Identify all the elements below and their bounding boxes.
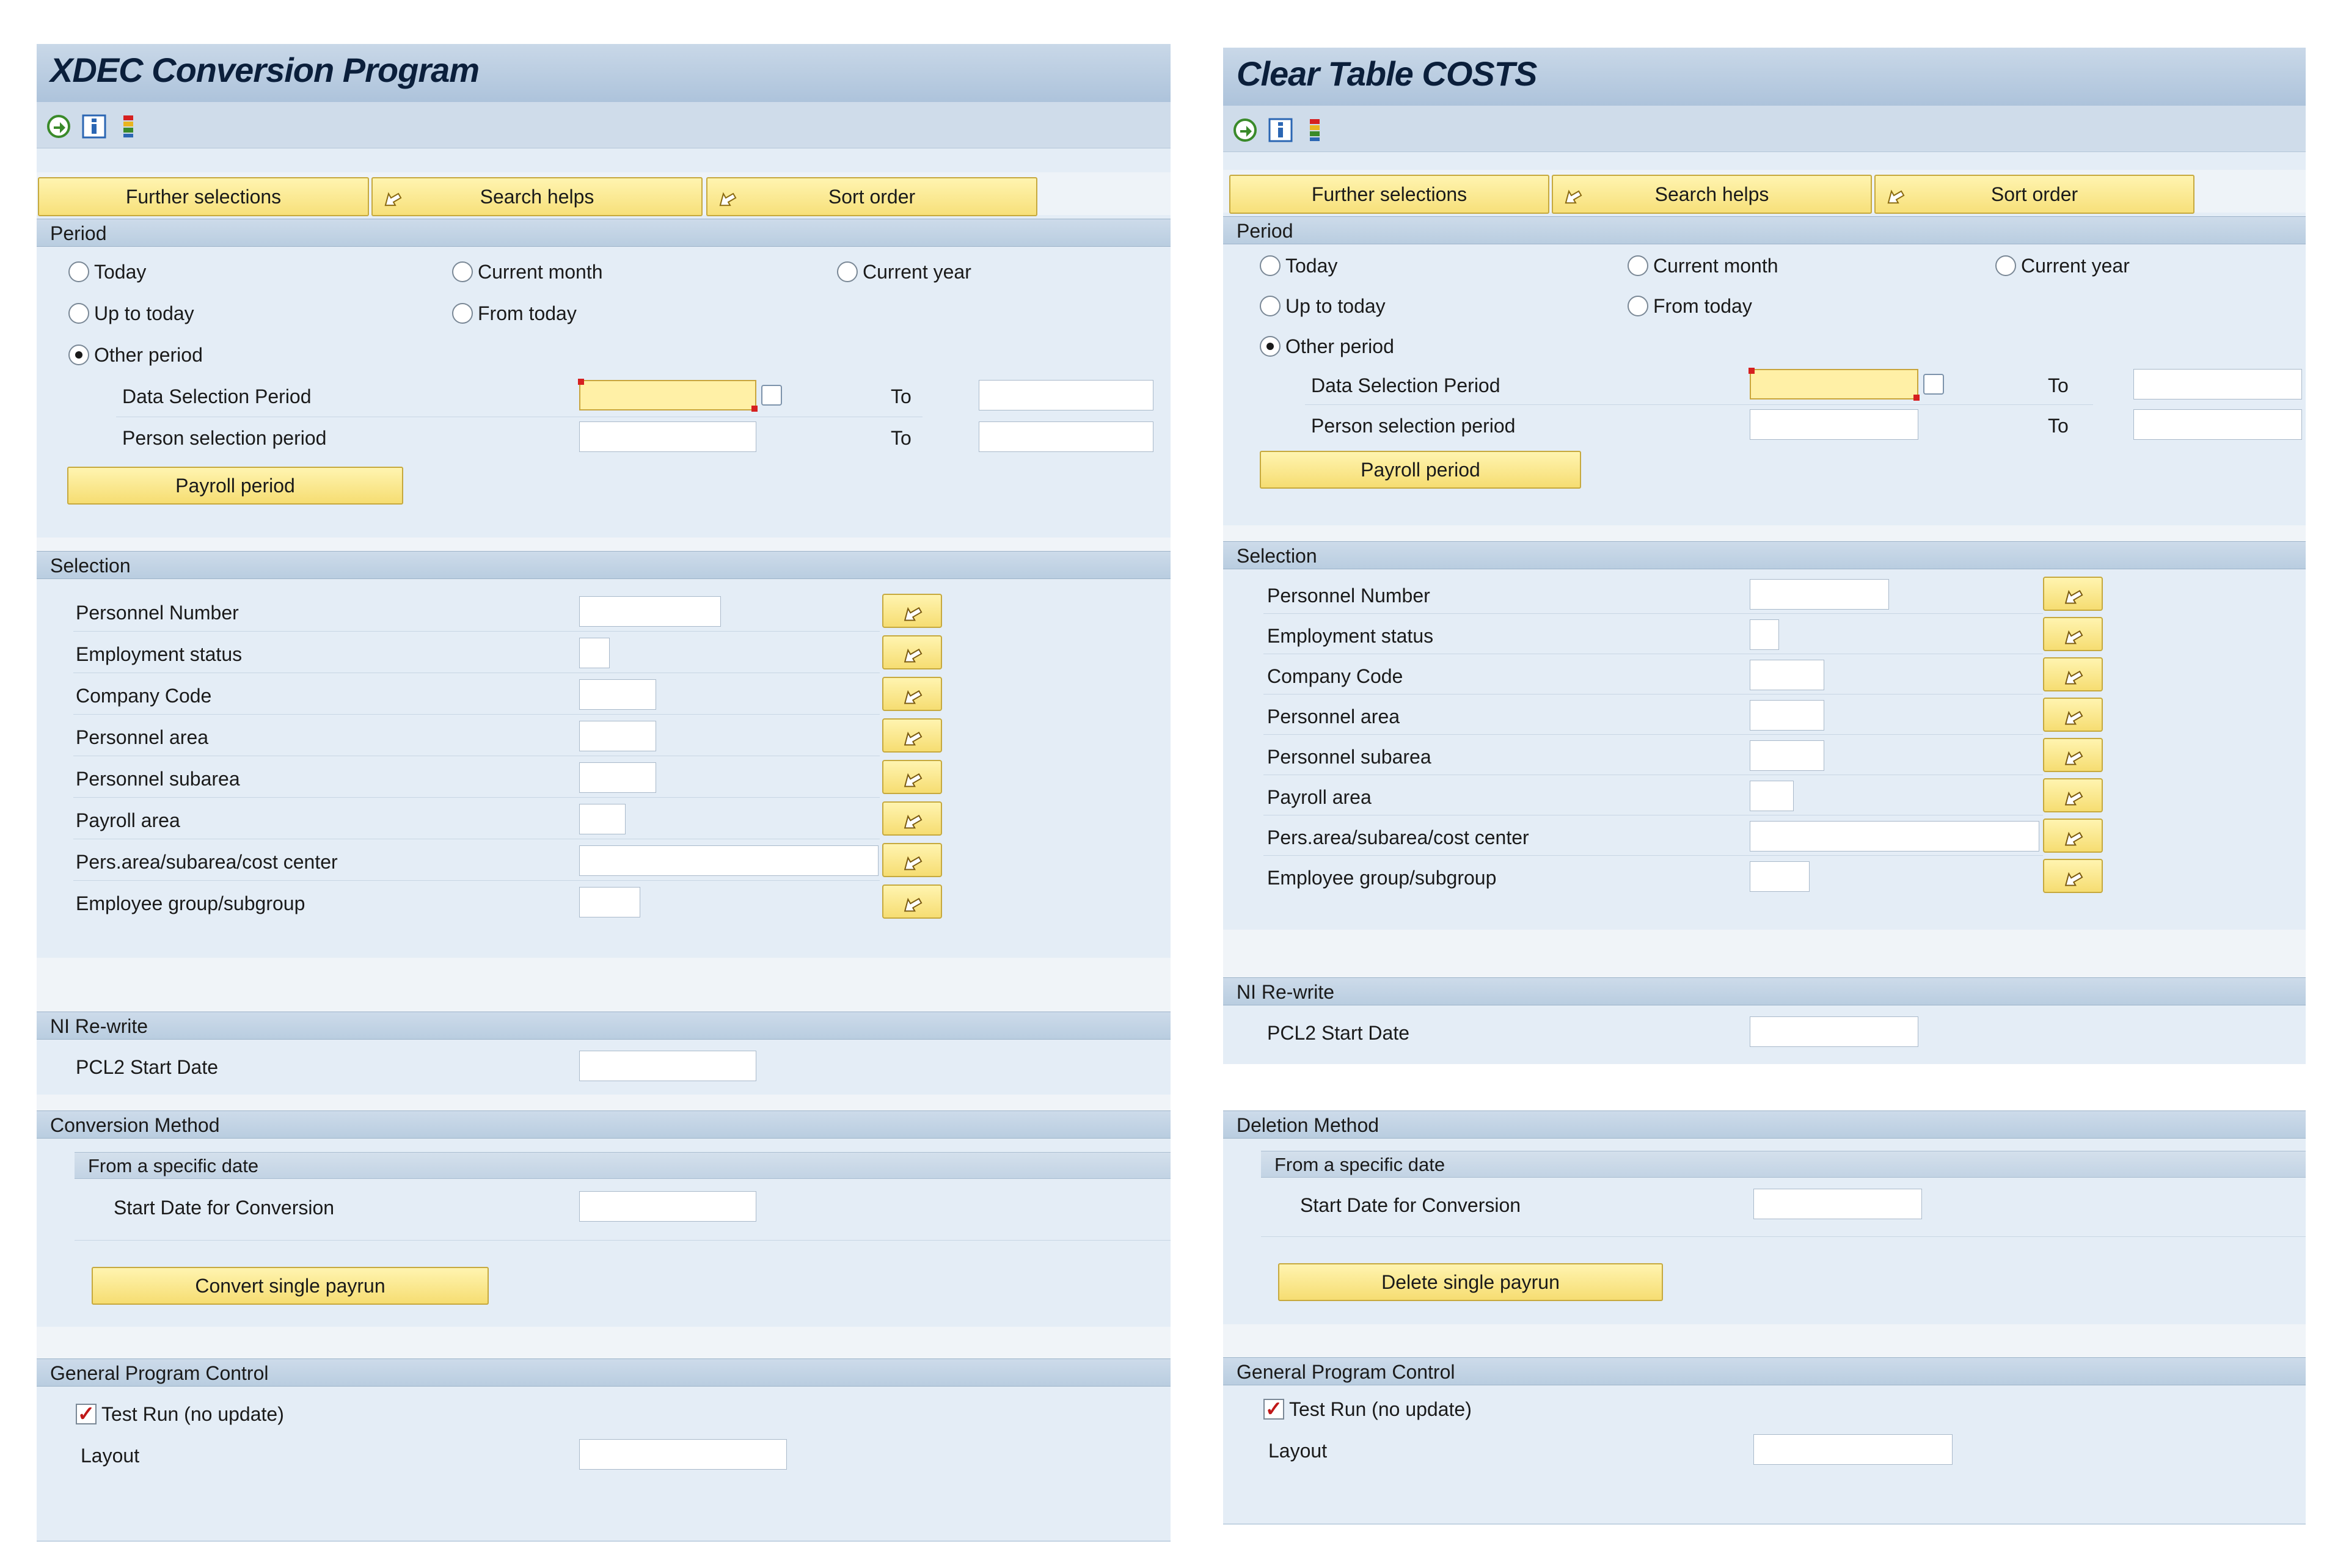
pcl2-start-date-input[interactable] xyxy=(579,1051,756,1081)
deletion-method-section-header: Deletion Method xyxy=(1223,1110,2306,1139)
test-run-label: Test Run (no update) xyxy=(101,1403,284,1425)
data-selection-to-input[interactable] xyxy=(979,380,1153,410)
to-label: To xyxy=(2048,374,2069,396)
multiple-selection-icon xyxy=(900,891,924,913)
pers-area-cost-center-input[interactable] xyxy=(1750,821,2039,851)
row-divider xyxy=(73,631,880,632)
selection-options-icon[interactable] xyxy=(1301,117,1328,144)
from-today-radio[interactable] xyxy=(452,303,473,324)
section-gap xyxy=(37,1095,1171,1110)
multiple-selection-button[interactable] xyxy=(2043,657,2103,691)
section-gap xyxy=(37,538,1171,551)
window-titlebar xyxy=(1223,48,2306,106)
info-icon[interactable] xyxy=(81,113,108,140)
multiple-selection-icon xyxy=(2061,784,2085,806)
start-date-conversion-label: Start Date for Conversion xyxy=(114,1197,335,1219)
employment-status-label: Employment status xyxy=(76,643,243,665)
section-gap xyxy=(37,958,1171,1012)
pers-area-cost-center-input[interactable] xyxy=(579,845,879,876)
application-toolbar xyxy=(37,102,1171,148)
multiple-selection-button[interactable] xyxy=(882,801,942,836)
employee-group-input[interactable] xyxy=(1750,861,1810,892)
selection-section-header: Selection xyxy=(37,551,1171,579)
data-selection-period-label: Data Selection Period xyxy=(122,385,312,407)
employment-status-input[interactable] xyxy=(579,638,610,668)
personnel-area-label: Personnel area xyxy=(1267,706,1400,727)
up-to-today-radio[interactable] xyxy=(1260,296,1281,316)
arrow-icon xyxy=(1882,182,1906,206)
employment-status-label: Employment status xyxy=(1267,625,1434,647)
other-period-radio[interactable] xyxy=(1260,336,1281,357)
arrow-icon xyxy=(379,184,403,209)
window-titlebar xyxy=(37,44,1171,103)
selection-section xyxy=(1223,569,2306,931)
current-month-radio[interactable] xyxy=(1628,255,1648,276)
current-month-label: Current month xyxy=(478,261,603,283)
xdec-conversion-window xyxy=(37,44,1171,1541)
employee-group-label: Employee group/subgroup xyxy=(1267,867,1497,889)
to-label: To xyxy=(891,385,912,407)
execute-icon[interactable] xyxy=(1232,117,1259,144)
page-title: XDEC Conversion Program xyxy=(50,51,480,89)
row-divider xyxy=(1263,694,2043,695)
start-date-conversion-input[interactable] xyxy=(579,1191,756,1222)
row-divider xyxy=(75,1240,1171,1241)
execute-icon[interactable] xyxy=(45,113,72,140)
personnel-number-label: Personnel Number xyxy=(1267,585,1430,607)
page-title: Clear Table COSTS xyxy=(1237,54,1537,93)
multiple-selection-icon xyxy=(900,849,924,871)
period-section-header: Period xyxy=(37,219,1171,247)
company-code-input[interactable] xyxy=(579,679,656,710)
multiple-selection-icon xyxy=(900,808,924,830)
dynamic-selection-bar xyxy=(1223,170,2306,213)
ni-rewrite-section xyxy=(37,1040,1171,1096)
payroll-period-button[interactable] xyxy=(67,467,403,505)
multiple-selection-button[interactable] xyxy=(2043,859,2103,893)
pcl2-start-date-label: PCL2 Start Date xyxy=(76,1056,218,1078)
multiple-selection-button[interactable] xyxy=(2043,738,2103,772)
multiple-selection-button[interactable] xyxy=(882,635,942,669)
today-label: Today xyxy=(1285,255,1338,277)
further-selections-button[interactable] xyxy=(1229,175,1549,214)
data-selection-from-input[interactable] xyxy=(579,380,756,410)
data-selection-period-label: Data Selection Period xyxy=(1311,374,1500,396)
multiple-selection-button[interactable] xyxy=(2043,778,2103,812)
employee-group-label: Employee group/subgroup xyxy=(76,892,305,914)
search-helps-label: Search helps xyxy=(480,186,594,208)
start-date-conversion-input[interactable] xyxy=(1753,1189,1922,1219)
current-month-radio[interactable] xyxy=(452,261,473,282)
from-specific-date-header: From a specific date xyxy=(75,1152,1171,1179)
multiple-selection-icon xyxy=(2061,623,2085,645)
delete-single-payrun-button[interactable] xyxy=(1278,1263,1663,1301)
data-selection-to-input[interactable] xyxy=(2133,369,2302,399)
row-divider xyxy=(1305,404,2093,405)
sort-order-button[interactable] xyxy=(1874,175,2194,214)
general-program-control-header: General Program Control xyxy=(37,1358,1171,1387)
person-selection-to-input[interactable] xyxy=(2133,409,2302,440)
multiple-selection-button[interactable] xyxy=(882,760,942,794)
personnel-subarea-label: Personnel subarea xyxy=(76,768,240,790)
multiple-selection-button[interactable] xyxy=(882,884,942,919)
test-run-checkbox[interactable]: ✓ xyxy=(1263,1399,1284,1420)
from-today-label: From today xyxy=(478,302,577,324)
arrow-icon xyxy=(714,184,738,209)
pers-area-cost-center-label: Pers.area/subarea/cost center xyxy=(76,851,338,873)
multiple-selection-button[interactable] xyxy=(2043,819,2103,853)
current-year-label: Current year xyxy=(863,261,971,283)
personnel-number-label: Personnel Number xyxy=(76,602,239,624)
info-icon[interactable] xyxy=(1267,117,1294,144)
test-run-checkbox[interactable]: ✓ xyxy=(76,1404,97,1424)
selection-section xyxy=(37,579,1171,959)
up-to-today-label: Up to today xyxy=(1285,295,1386,317)
row-divider xyxy=(1263,855,2043,856)
further-selections-label: Further selections xyxy=(125,186,282,208)
row-divider xyxy=(1263,734,2043,735)
personnel-subarea-label: Personnel subarea xyxy=(1267,746,1431,768)
payroll-period-label: Payroll period xyxy=(175,475,295,497)
search-helps-button[interactable] xyxy=(1552,175,1872,214)
data-selection-from-input[interactable] xyxy=(1750,369,1918,399)
ni-rewrite-section-header: NI Re-write xyxy=(1223,977,2306,1005)
company-code-input[interactable] xyxy=(1750,660,1824,690)
payroll-area-input[interactable] xyxy=(1750,781,1794,811)
multiple-selection-icon xyxy=(900,683,924,705)
f4-help-icon[interactable] xyxy=(1923,374,1944,395)
sort-order-label: Sort order xyxy=(828,186,916,208)
multiple-selection-icon xyxy=(2061,663,2085,685)
multiple-selection-button[interactable] xyxy=(2043,617,2103,651)
row-divider xyxy=(1263,613,2043,614)
to-label: To xyxy=(891,427,912,449)
current-year-radio[interactable] xyxy=(837,261,858,282)
today-label: Today xyxy=(94,261,147,283)
layout-label: Layout xyxy=(81,1445,140,1467)
deletion-method-section xyxy=(1223,1139,2306,1326)
person-selection-period-label: Person selection period xyxy=(122,427,327,449)
personnel-subarea-input[interactable] xyxy=(1750,740,1824,771)
multiple-selection-icon xyxy=(2061,825,2085,847)
employee-group-input[interactable] xyxy=(579,887,640,917)
personnel-area-input[interactable] xyxy=(579,721,656,751)
layout-label: Layout xyxy=(1268,1440,1328,1462)
payroll-area-label: Payroll area xyxy=(76,809,180,831)
to-label: To xyxy=(2048,415,2069,437)
section-gap xyxy=(1223,1324,2306,1357)
multiple-selection-icon xyxy=(2061,865,2085,887)
person-selection-from-input[interactable] xyxy=(579,421,756,452)
multiple-selection-icon xyxy=(900,600,924,622)
section-gap xyxy=(1223,930,2306,977)
multiple-selection-button[interactable] xyxy=(882,594,942,628)
company-code-label: Company Code xyxy=(76,685,212,707)
up-to-today-radio[interactable] xyxy=(68,303,89,324)
other-period-label: Other period xyxy=(94,344,203,366)
company-code-label: Company Code xyxy=(1267,665,1403,687)
multiple-selection-icon xyxy=(900,766,924,788)
general-program-control-section xyxy=(1223,1385,2306,1525)
other-period-label: Other period xyxy=(1285,335,1394,357)
current-year-radio[interactable] xyxy=(1995,255,2016,276)
multiple-selection-button[interactable] xyxy=(2043,698,2103,732)
sort-order-label: Sort order xyxy=(1990,183,2078,205)
section-gap xyxy=(37,1327,1171,1358)
convert-single-payrun-label: Convert single payrun xyxy=(195,1275,386,1297)
today-radio[interactable] xyxy=(1260,255,1281,276)
layout-input[interactable] xyxy=(579,1439,787,1470)
payroll-area-input[interactable] xyxy=(579,804,626,834)
multiple-selection-icon xyxy=(900,724,924,746)
ni-rewrite-section xyxy=(1223,1005,2306,1065)
multiple-selection-icon xyxy=(2061,583,2085,605)
payroll-area-label: Payroll area xyxy=(1267,786,1372,808)
period-section-header: Period xyxy=(1223,216,2306,244)
dynamic-selection-bar xyxy=(37,172,1171,215)
further-selections-label: Further selections xyxy=(1311,183,1467,205)
f4-help-icon[interactable] xyxy=(761,385,782,406)
employment-status-input[interactable] xyxy=(1750,619,1779,650)
section-gap xyxy=(1223,1064,2306,1110)
from-today-radio[interactable] xyxy=(1628,296,1648,316)
row-divider xyxy=(73,880,880,881)
arrow-icon xyxy=(1559,182,1584,206)
personnel-area-label: Personnel area xyxy=(76,726,209,748)
multiple-selection-button[interactable] xyxy=(882,843,942,877)
period-section xyxy=(37,247,1171,539)
pcl2-start-date-label: PCL2 Start Date xyxy=(1267,1022,1409,1044)
search-helps-button[interactable] xyxy=(371,177,703,216)
multiple-selection-button[interactable] xyxy=(882,677,942,711)
search-helps-label: Search helps xyxy=(1654,183,1769,205)
row-divider xyxy=(1261,1236,2306,1237)
from-specific-date-header: From a specific date xyxy=(1261,1151,2306,1178)
application-toolbar xyxy=(1223,106,2306,152)
person-selection-period-label: Person selection period xyxy=(1311,415,1516,437)
ni-rewrite-section-header: NI Re-write xyxy=(37,1012,1171,1040)
sort-order-button[interactable] xyxy=(706,177,1037,216)
payroll-period-button[interactable] xyxy=(1260,451,1581,489)
pcl2-start-date-input[interactable] xyxy=(1750,1016,1918,1047)
conversion-method-section-header: Conversion Method xyxy=(37,1110,1171,1139)
up-to-today-label: Up to today xyxy=(94,302,194,324)
personnel-subarea-input[interactable] xyxy=(579,762,656,793)
layout-input[interactable] xyxy=(1753,1434,1953,1465)
start-date-conversion-label: Start Date for Conversion xyxy=(1300,1194,1521,1216)
multiple-selection-button[interactable] xyxy=(882,718,942,753)
today-radio[interactable] xyxy=(68,261,89,282)
section-gap xyxy=(1223,525,2306,541)
further-selections-button[interactable] xyxy=(38,177,369,216)
clear-table-costs-window xyxy=(1223,48,2306,1523)
conversion-method-section xyxy=(37,1139,1171,1328)
multiple-selection-icon xyxy=(2061,744,2085,766)
row-divider xyxy=(73,714,880,715)
other-period-radio[interactable] xyxy=(68,345,89,365)
personnel-area-input[interactable] xyxy=(1750,700,1824,731)
general-program-control-section xyxy=(37,1387,1171,1542)
pers-area-cost-center-label: Pers.area/subarea/cost center xyxy=(1267,826,1529,848)
multiple-selection-icon xyxy=(900,641,924,663)
from-today-label: From today xyxy=(1653,295,1752,317)
current-year-label: Current year xyxy=(2021,255,2130,277)
general-program-control-header: General Program Control xyxy=(1223,1357,2306,1385)
period-section xyxy=(1223,244,2306,527)
current-month-label: Current month xyxy=(1653,255,1778,277)
person-selection-from-input[interactable] xyxy=(1750,409,1918,440)
selection-options-icon[interactable] xyxy=(115,113,142,140)
multiple-selection-icon xyxy=(2061,704,2085,726)
personnel-number-input[interactable] xyxy=(1750,579,1889,610)
convert-single-payrun-button[interactable] xyxy=(92,1267,489,1305)
row-divider xyxy=(73,797,880,798)
multiple-selection-button[interactable] xyxy=(2043,577,2103,611)
test-run-label: Test Run (no update) xyxy=(1289,1398,1472,1420)
selection-section-header: Selection xyxy=(1223,541,2306,569)
personnel-number-input[interactable] xyxy=(579,596,721,627)
delete-single-payrun-label: Delete single payrun xyxy=(1381,1271,1560,1293)
payroll-period-label: Payroll period xyxy=(1361,459,1480,481)
person-selection-to-input[interactable] xyxy=(979,421,1153,452)
